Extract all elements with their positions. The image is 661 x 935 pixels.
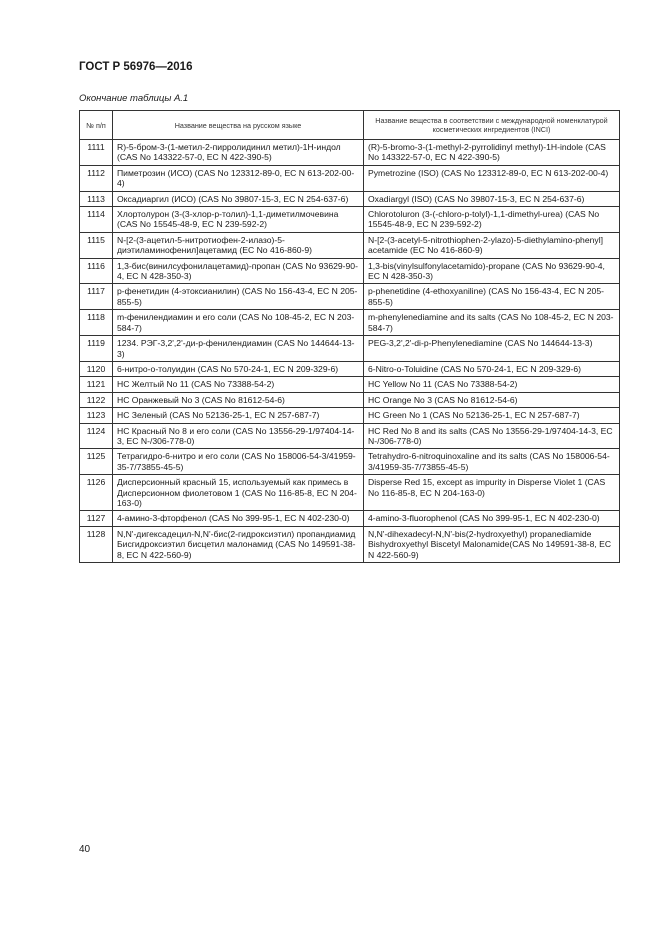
- row-number: 1115: [80, 232, 113, 258]
- row-number: 1124: [80, 423, 113, 449]
- row-inci-name: 1,3-bis(vinylsulfonylacetamido)-propane (CAS No 93629-90-4, EC N 428-350-3): [364, 258, 620, 284]
- row-number: 1126: [80, 475, 113, 511]
- row-inci-name: Oxadiargyl (ISO) (CAS No 39807-15-3, EC N 254-637-6): [364, 191, 620, 206]
- row-russian-name: Оксадиаргил (ИСО) (CAS No 39807-15-3, EC N 254-637-6): [113, 191, 364, 206]
- table-row: [80, 336, 620, 362]
- row-inci-name: HC Red No 8 and its salts (CAS No 13556-29-1/97404-14-3, EC N-/306-778-0): [364, 423, 620, 449]
- row-number: 1120: [80, 361, 113, 376]
- table-row: [80, 526, 620, 562]
- row-number: 1113: [80, 191, 113, 206]
- table-row: [80, 232, 620, 258]
- table-row: [80, 392, 620, 407]
- row-russian-name: p-фенетидин (4-этоксианилин) (CAS No 156-43-4, EC N 205-855-5): [113, 284, 364, 310]
- row-inci-name: p-phenetidine (4-ethoxyaniline) (CAS No 156-43-4, EC N 205-855-5): [364, 284, 620, 310]
- row-number: 1121: [80, 377, 113, 392]
- row-number: 1122: [80, 392, 113, 407]
- row-inci-name: Chlorotoluron (3-(-chloro-p-tolyl)-1,1-dimethyl-urea) (CAS No 15545-48-9, EC N 239-592-2): [364, 207, 620, 233]
- standard-designation: ГОСТ Р 56976—2016: [79, 61, 193, 73]
- row-russian-name: HC Оранжевый No 3 (CAS No 81612-54-6): [113, 392, 364, 407]
- table-row: [80, 207, 620, 233]
- header-inci-name: Название вещества в соответствии с международной номенклатурой косметических ингредиентов (INCI): [364, 111, 620, 140]
- row-russian-name: N-[2-(3-ацетил-5-нитротиофен-2-илазо)-5-диэтиламинофенил]ацетамид (EC No 416-860-9): [113, 232, 364, 258]
- row-russian-name: 1234. РЭГ-3,2',2'-ди-p-фенилендиамин (CAS No 144644-13-3): [113, 336, 364, 362]
- header-number: № п/п: [80, 111, 113, 140]
- row-russian-name: HC Желтый No 11 (CAS No 73388-54-2): [113, 377, 364, 392]
- row-inci-name: Pymetrozine (ISO) (CAS No 123312-89-0, EC N 613-202-00-4): [364, 165, 620, 191]
- row-inci-name: HC Yellow No 11 (CAS No 73388-54-2): [364, 377, 620, 392]
- row-number: 1127: [80, 511, 113, 526]
- row-number: 1111: [80, 140, 113, 166]
- row-inci-name: N,N'-dihexadecyl-N,N'-bis(2-hydroxyethyl) propanediamide Bishydroxyethyl Biscetyl Malonamide(CAS No 149591-38-8, EC N 422-560-9): [364, 526, 620, 562]
- table-row: [80, 258, 620, 284]
- row-number: 1123: [80, 408, 113, 423]
- row-russian-name: 1,3-бис(винилсуфонилацетамид)-пропан (CAS No 93629-90-4, EC N 428-350-3): [113, 258, 364, 284]
- row-number: 1116: [80, 258, 113, 284]
- table-row: [80, 475, 620, 511]
- table-row: [80, 423, 620, 449]
- row-russian-name: HC Красный No 8 и его соли (CAS No 13556-29-1/97404-14-3, EC N-/306-778-0): [113, 423, 364, 449]
- row-russian-name: m-фенилендиамин и его соли (CAS No 108-45-2, EC N 203-584-7): [113, 310, 364, 336]
- row-russian-name: Тетрагидро-6-нитро и его соли (CAS No 158006-54-3/41959-35-7/73855-45-5): [113, 449, 364, 475]
- table-row: [80, 377, 620, 392]
- row-inci-name: N-[2-(3-acetyl-5-nitrothiophen-2-ylazo)-5-diethylamino-phenyl] acetamide (EC No 416-860-9): [364, 232, 620, 258]
- row-number: 1118: [80, 310, 113, 336]
- row-russian-name: HC Зеленый (CAS No 52136-25-1, EC N 257-687-7): [113, 408, 364, 423]
- table-row: [80, 310, 620, 336]
- table-row: [80, 284, 620, 310]
- table-body: [80, 140, 620, 563]
- table-row: [80, 140, 620, 166]
- row-russian-name: 6-нитро-о-толуидин (CAS No 570-24-1, EC N 209-329-6): [113, 361, 364, 376]
- row-number: 1119: [80, 336, 113, 362]
- row-inci-name: 6-Nitro-o-Toluidine (CAS No 570-24-1, EC N 209-329-6): [364, 361, 620, 376]
- page-number: 40: [79, 844, 91, 855]
- row-inci-name: PEG-3,2',2'-di-p-Phenylenediamine (CAS No 144644-13-3): [364, 336, 620, 362]
- row-number: 1117: [80, 284, 113, 310]
- row-inci-name: HC Orange No 3 (CAS No 81612-54-6): [364, 392, 620, 407]
- table-row: [80, 191, 620, 206]
- row-inci-name: Disperse Red 15, except as impurity in Disperse Violet 1 (CAS No 116-85-8, EC N 204-163-0): [364, 475, 620, 511]
- table-row: [80, 165, 620, 191]
- table-caption: Окончание таблицы А.1: [79, 93, 189, 104]
- row-russian-name: Пиметрозин (ИСО) (CAS No 123312-89-0, EC N 613-202-00-4): [113, 165, 364, 191]
- row-inci-name: m-phenylenediamine and its salts (CAS No 108-45-2, EC N 203-584-7): [364, 310, 620, 336]
- row-russian-name: 4-амино-3-фторфенол (CAS No 399-95-1, EC N 402-230-0): [113, 511, 364, 526]
- row-number: 1114: [80, 207, 113, 233]
- row-number: 1112: [80, 165, 113, 191]
- row-russian-name: Хлортолурон (3-(3-хлор-p-толил)-1,1-диметилмочевина (CAS No 15545-48-9, EC N 239-592-2): [113, 207, 364, 233]
- table-row: [80, 408, 620, 423]
- row-inci-name: 4-amino-3-fluorophenol (CAS No 399-95-1, EC N 402-230-0): [364, 511, 620, 526]
- table-row: [80, 511, 620, 526]
- row-russian-name: Дисперсионный красный 15, используемый как примесь в Дисперсионном фиолетовом 1 (CAS No 116-85-8, EC N 204-163-0): [113, 475, 364, 511]
- table-row: [80, 361, 620, 376]
- row-number: 1125: [80, 449, 113, 475]
- row-inci-name: HC Green No 1 (CAS No 52136-25-1, EC N 257-687-7): [364, 408, 620, 423]
- substances-table: [79, 110, 620, 563]
- table-header-row: [80, 111, 620, 140]
- table-row: [80, 449, 620, 475]
- row-number: 1128: [80, 526, 113, 562]
- row-inci-name: Tetrahydro-6-nitroquinoxaline and its salts (CAS No 158006-54-3/41959-35-7/73855-45-5): [364, 449, 620, 475]
- row-inci-name: (R)-5-bromo-3-(1-methyl-2-pyrrolidinyl methyl)-1H-indole (CAS No 143322-57-0, EC N 422-390-5): [364, 140, 620, 166]
- row-russian-name: R)-5-бром-3-(1-метил-2-пирролидинил метил)-1H-индол (CAS No 143322-57-0, EC N 422-390-5): [113, 140, 364, 166]
- row-russian-name: N,N'-дигексадецил-N,N'-бис(2-гидроксиэтил) пропандиамид Бисгидроксиэтил бисцетил малонамид (CAS No 149591-38-8, EC N 422-560-9): [113, 526, 364, 562]
- header-russian-name: Название вещества на русском языке: [113, 111, 364, 140]
